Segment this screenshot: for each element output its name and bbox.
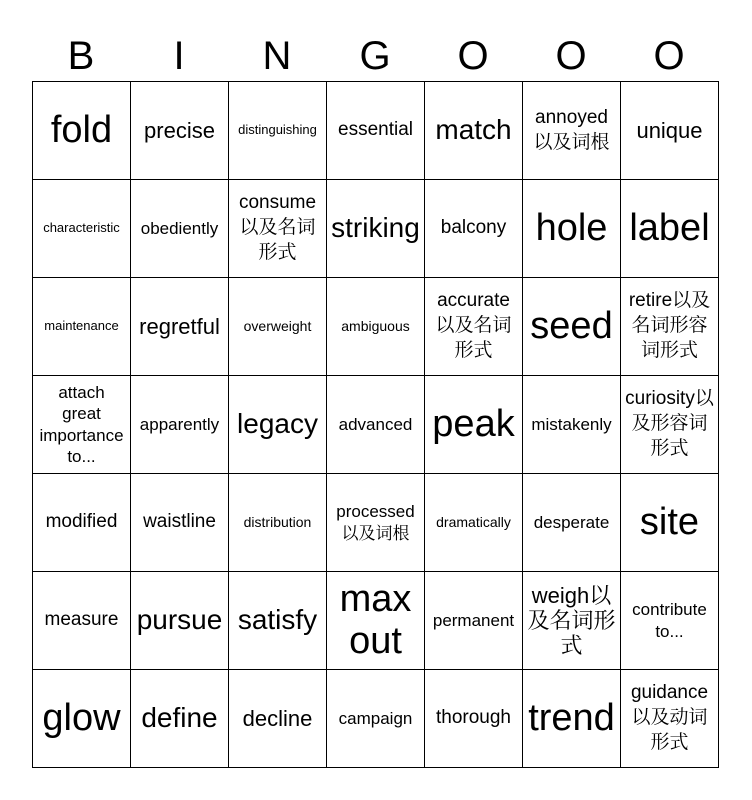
bingo-cell: campaign <box>327 670 425 768</box>
bingo-cell: retire以及名词形容词形式 <box>621 278 719 376</box>
bingo-cell: characteristic <box>33 180 131 278</box>
bingo-cell: match <box>425 82 523 180</box>
bingo-cell: consume以及名词形式 <box>229 180 327 278</box>
bingo-cell: glow <box>33 670 131 768</box>
bingo-cell: essential <box>327 82 425 180</box>
bingo-cell: satisfy <box>229 572 327 670</box>
bingo-cell: precise <box>131 82 229 180</box>
bingo-cell: maintenance <box>33 278 131 376</box>
bingo-cell: peak <box>425 376 523 474</box>
bingo-cell: legacy <box>229 376 327 474</box>
bingo-cell: accurate以及名词形式 <box>425 278 523 376</box>
bingo-cell: fold <box>33 82 131 180</box>
bingo-cell: unique <box>621 82 719 180</box>
bingo-cell: hole <box>523 180 621 278</box>
bingo-cell: thorough <box>425 670 523 768</box>
bingo-cell: regretful <box>131 278 229 376</box>
bingo-cell: attach great importance to... <box>33 376 131 474</box>
header-letter: B <box>67 34 95 78</box>
bingo-cell: ambiguous <box>327 278 425 376</box>
bingo-cell: apparently <box>131 376 229 474</box>
bingo-cell: contribute to... <box>621 572 719 670</box>
bingo-cell: max out <box>327 572 425 670</box>
bingo-cell: balcony <box>425 180 523 278</box>
header-letter: O <box>653 34 685 78</box>
bingo-cell: curiosity以及形容词形式 <box>621 376 719 474</box>
bingo-cell: distribution <box>229 474 327 572</box>
bingo-cell: permanent <box>425 572 523 670</box>
bingo-cell: striking <box>327 180 425 278</box>
header-letter: G <box>359 34 391 78</box>
bingo-cell: measure <box>33 572 131 670</box>
header-letter: O <box>457 34 489 78</box>
bingo-cell: pursue <box>131 572 229 670</box>
bingo-cell: guidance以及动词形式 <box>621 670 719 768</box>
bingo-cell: processed以及词根 <box>327 474 425 572</box>
bingo-cell: overweight <box>229 278 327 376</box>
bingo-cell: dramatically <box>425 474 523 572</box>
bingo-cell: obediently <box>131 180 229 278</box>
bingo-cell: weigh以及名词形式 <box>523 572 621 670</box>
bingo-cell: label <box>621 180 719 278</box>
bingo-cell: modified <box>33 474 131 572</box>
bingo-cell: site <box>621 474 719 572</box>
header-letter: I <box>173 34 185 78</box>
header-letter: N <box>262 34 292 78</box>
bingo-header <box>32 30 718 82</box>
bingo-cell: seed <box>523 278 621 376</box>
bingo-cell: desperate <box>523 474 621 572</box>
header-letter: O <box>555 34 587 78</box>
bingo-cell: trend <box>523 670 621 768</box>
bingo-cell: waistline <box>131 474 229 572</box>
bingo-cell: annoyed以及词根 <box>523 82 621 180</box>
bingo-cell: mistakenly <box>523 376 621 474</box>
bingo-cell: distinguishing <box>229 82 327 180</box>
bingo-cell: decline <box>229 670 327 768</box>
bingo-board <box>32 81 719 768</box>
bingo-cell: advanced <box>327 376 425 474</box>
bingo-cell: define <box>131 670 229 768</box>
